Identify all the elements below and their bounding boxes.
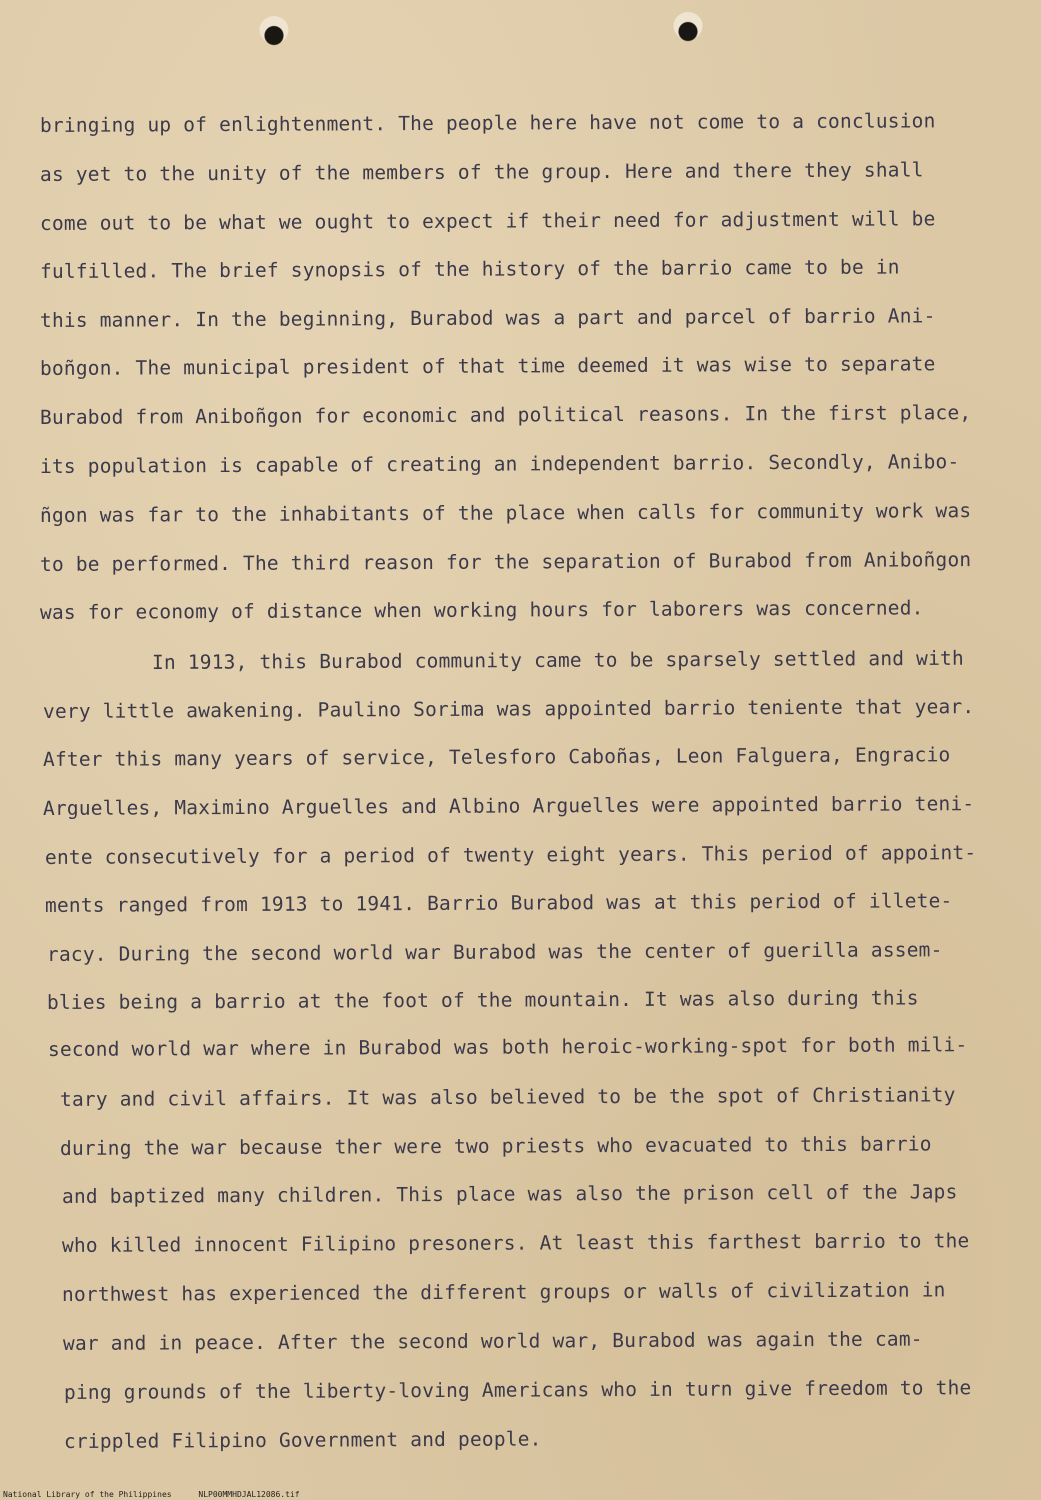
text-line: boñgon. The municipal president of that time deemed it was wise to separate — [39, 352, 936, 380]
text-line: this manner. In the beginning, Burabod was a part and parcel of barrio Ani- — [39, 304, 936, 332]
text-line: fulfilled. The brief synopsis of the history of the barrio came to be in — [39, 255, 900, 283]
text-line: second world war where in Burabod was both heroic-working-spot for both mili- — [47, 1033, 968, 1061]
text-line: its population is capable of creating an independent barrio. Secondly, Anibo- — [39, 450, 960, 478]
text-line: northwest has experienced the different groups or walls of civilization in — [61, 1278, 946, 1306]
text-line: blies being a barrio at the foot of the mountain. It was also during this — [46, 986, 919, 1014]
text-line: as yet to the unity of the members of the group. Here and there they shall — [39, 158, 924, 186]
text-line: Arguelles, Maximino Arguelles and Albino Arguelles were appointed barrio teni- — [42, 792, 975, 820]
text-line: bringing up of enlightenment. The people here have not come to a conclusion — [39, 109, 936, 137]
file-name: NLP00MMHDJAL12086.tif — [198, 1490, 300, 1499]
text-line: to be performed. The third reason for the separation of Burabod from Aniboñgon — [39, 548, 972, 576]
text-line: ñgon was far to the inhabitants of the place when calls for community work was — [39, 499, 972, 527]
text-line: was for economy of distance when working hours for laborers was concerned. — [39, 596, 924, 624]
text-line: racy. During the second world war Burabod was the center of guerilla assem- — [46, 938, 943, 966]
text-line: ping grounds of the liberty-loving Americans who in turn give freedom to the — [63, 1376, 972, 1404]
text-line: war and in peace. After the second world war, Burabod was again the cam- — [62, 1327, 923, 1355]
scan-footer — [3, 1490, 322, 1499]
text-line: ments ranged from 1913 to 1941. Barrio Burabod was at this period of illete- — [44, 889, 953, 917]
text-line: and baptized many children. This place was also the prison cell of the Japs — [61, 1180, 958, 1208]
library-credit: National Library of the Philippines — [3, 1490, 172, 1499]
text-line: come out to be what we ought to expect if their need for adjustment will be — [39, 207, 936, 235]
text-line: very little awakening. Paulino Sorima was appointed barrio teniente that year. — [42, 695, 975, 723]
text-line: who killed innocent Filipino presoners. At least this farthest barrio to the — [61, 1229, 970, 1257]
text-line: Burabod from Aniboñgon for economic and political reasons. In the first place, — [39, 401, 972, 429]
text-line: In 1913, this Burabod community came to be sparsely settled and with — [151, 646, 964, 674]
text-line: crippled Filipino Government and people. — [63, 1427, 542, 1453]
text-line: After this many years of service, Telesforo Caboñas, Leon Falguera, Engracio — [42, 743, 951, 771]
text-line: during the war because ther were two priests who evacuated to this barrio — [59, 1132, 932, 1160]
text-line: tary and civil affairs. It was also believed to be the spot of Christianity — [59, 1083, 956, 1111]
text-line: ente consecutively for a period of twenty eight years. This period of appoint- — [44, 841, 977, 869]
